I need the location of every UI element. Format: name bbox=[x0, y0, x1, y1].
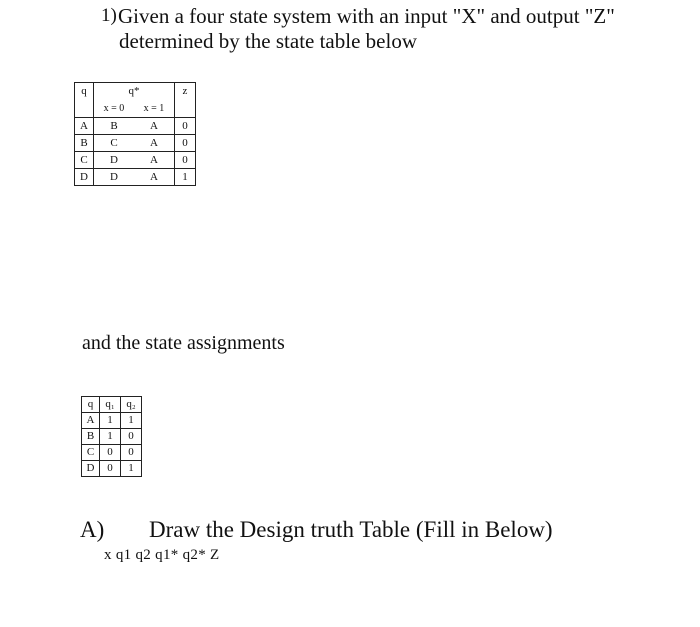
next-state-x1-cell: A bbox=[134, 152, 175, 169]
next-state-x0-cell: C bbox=[94, 135, 135, 152]
assign-q1-cell: 1 bbox=[100, 429, 121, 445]
table-row bbox=[82, 445, 142, 461]
state-table-header-x1: x = 1 bbox=[134, 101, 175, 118]
state-cell: A bbox=[75, 118, 94, 135]
assign-q1-cell: 0 bbox=[100, 445, 121, 461]
assign-q2-cell: 1 bbox=[121, 461, 142, 477]
assign-header-q: q bbox=[82, 397, 100, 413]
table-header-row bbox=[82, 397, 142, 413]
table-row bbox=[82, 461, 142, 477]
assign-q1-cell: 0 bbox=[100, 461, 121, 477]
assign-header-q1: q₁ bbox=[100, 397, 121, 413]
state-assignment-table bbox=[81, 396, 142, 477]
part-a-label: A) bbox=[80, 517, 105, 542]
state-table-header-qstar: q* bbox=[94, 83, 175, 102]
question-number: 1) bbox=[101, 5, 117, 26]
next-state-x0-cell: D bbox=[94, 152, 135, 169]
assign-q2-cell: 0 bbox=[121, 429, 142, 445]
state-cell: C bbox=[75, 152, 94, 169]
question-text-line2: determined by the state table below bbox=[119, 29, 417, 53]
assignments-text: and the state assignments bbox=[82, 332, 285, 354]
output-cell: 0 bbox=[175, 135, 196, 152]
next-state-x1-cell: A bbox=[134, 169, 175, 186]
assign-state-cell: A bbox=[82, 413, 100, 429]
state-table-header-x0: x = 0 bbox=[94, 101, 135, 118]
part-a-instruction: Draw the Design truth Table (Fill in Below) bbox=[149, 517, 553, 542]
table-row bbox=[75, 118, 196, 135]
next-state-x0-cell: D bbox=[94, 169, 135, 186]
table-row bbox=[75, 169, 196, 186]
output-cell: 1 bbox=[175, 169, 196, 186]
table-row bbox=[75, 152, 196, 169]
state-table-header-z: z bbox=[175, 83, 196, 102]
next-state-x1-cell: A bbox=[134, 118, 175, 135]
assign-state-cell: C bbox=[82, 445, 100, 461]
truth-table-columns: x q1 q2 q1* q2* Z bbox=[104, 547, 220, 563]
state-table-header-q: q bbox=[75, 83, 94, 102]
assign-header-q2: q₂ bbox=[121, 397, 142, 413]
assign-state-cell: B bbox=[82, 429, 100, 445]
assign-q2-cell: 1 bbox=[121, 413, 142, 429]
assign-state-cell: D bbox=[82, 461, 100, 477]
state-table bbox=[74, 82, 196, 186]
next-state-x0-cell: B bbox=[94, 118, 135, 135]
next-state-x1-cell: A bbox=[134, 135, 175, 152]
state-cell: D bbox=[75, 169, 94, 186]
assign-q2-cell: 0 bbox=[121, 445, 142, 461]
output-cell: 0 bbox=[175, 152, 196, 169]
assign-q1-cell: 1 bbox=[100, 413, 121, 429]
table-row bbox=[82, 413, 142, 429]
table-row bbox=[82, 429, 142, 445]
state-cell: B bbox=[75, 135, 94, 152]
question-text-line1: Given a four state system with an input "X" and output "Z" bbox=[118, 4, 615, 28]
table-row bbox=[75, 135, 196, 152]
output-cell: 0 bbox=[175, 118, 196, 135]
